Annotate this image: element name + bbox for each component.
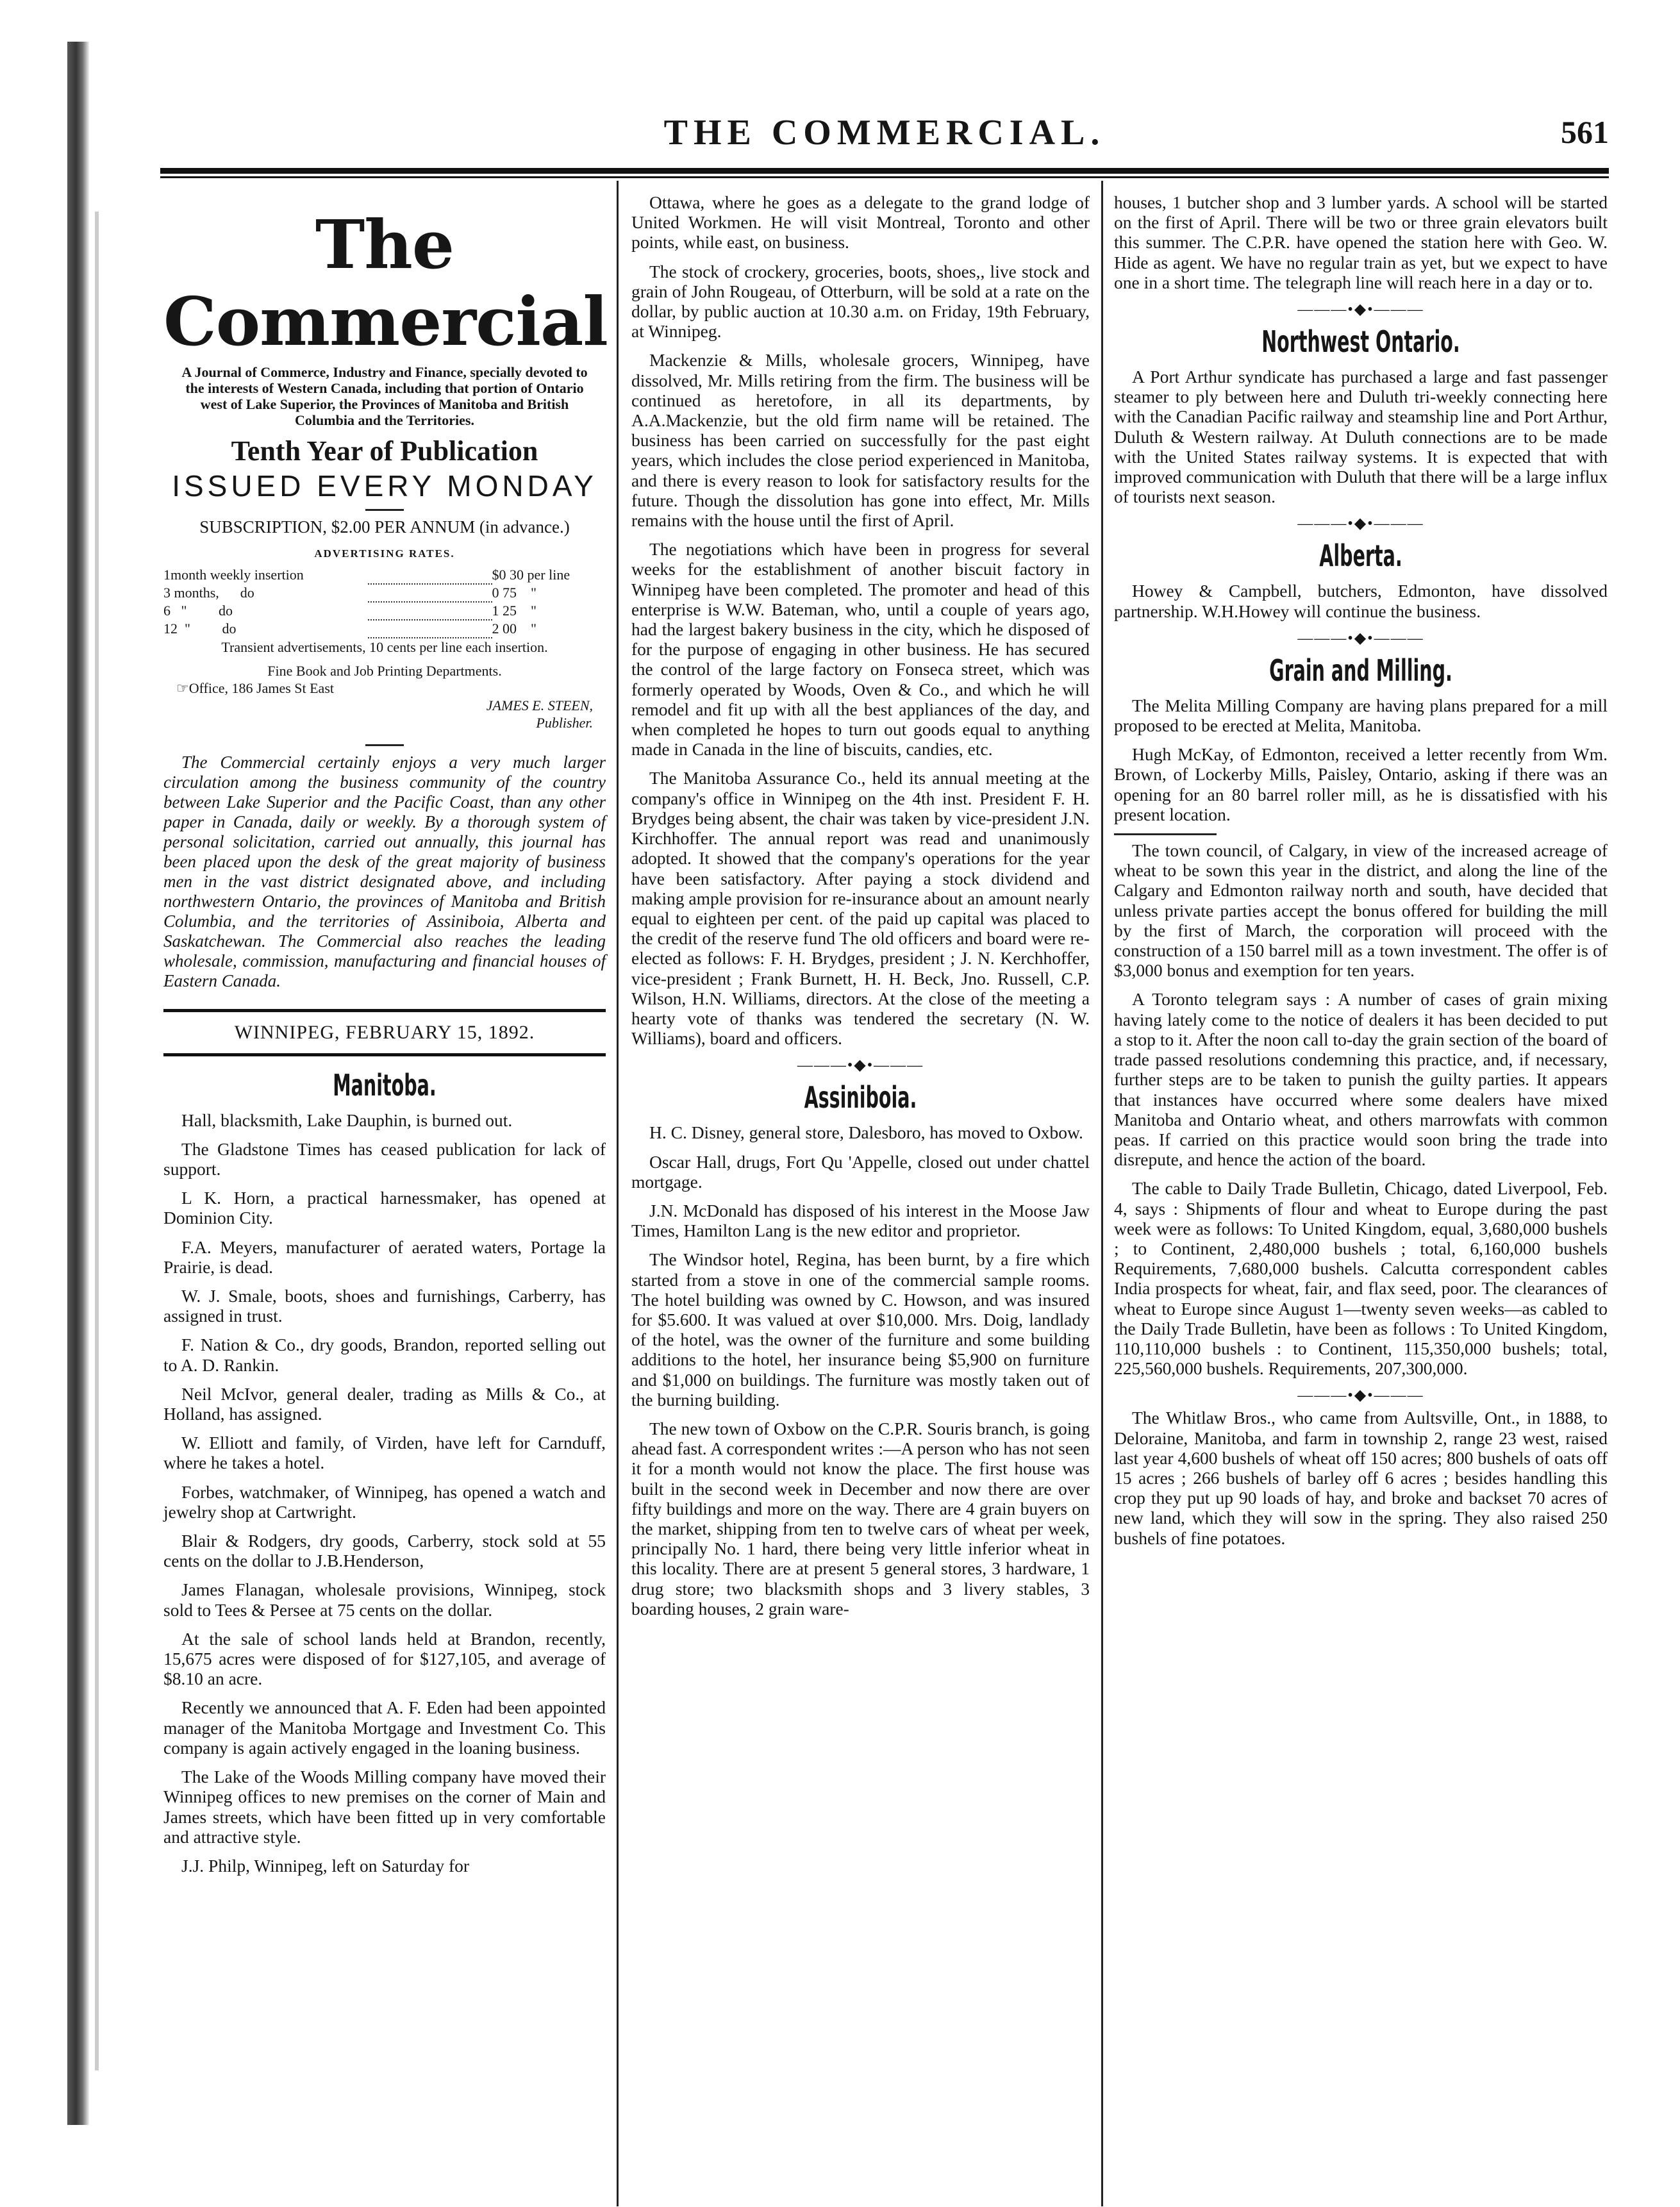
rates-table	[163, 566, 606, 638]
news-item: W. Elliott and family, of Virden, have left for Carnduff, where he takes a hotel.	[163, 1433, 606, 1473]
section-ornament: ———•◆•———	[1297, 629, 1424, 647]
column-divider-1	[617, 181, 619, 2206]
news-item: A Toronto telegram says : A number of cases of grain mixing having lately come to the notice of dealers it has been decided to put a stop to it. After the noon call to-day the grain section of the board of trade passed resolutions condemning this practice, and, if necessary, further steps are to be taken to punish the guilty parties. It appears that instances have occurred where some dealers have mixed Manitoba and Ontario wheat, and others marrowfats with common peas. If carried on this practice would soon bring the trade into disrepute, and hence the action of the board.	[1114, 989, 1608, 1170]
section-heading-grain-milling: Grain and Milling.	[1269, 653, 1452, 688]
news-item: The negotiations which have been in progress for several weeks for the establishment of another biscuit factory in Winnipeg have been completed. The promoter and head of this enterprise is W.W. Bateman, who, until a couple of years ago, had the largest bakery business in the city, which he disposed of for the purpose of engaging in other business. He has secured the control of the large factory on Fonseca street, which was formerly operated by Woods, Oven & Co., and which he will remodel and fit up with all the best appliances of the day, and when completed he hopes to turn out goods equal to anything made in Canada in the line of biscuits, candies, etc.	[631, 539, 1090, 760]
news-item: The stock of crockery, groceries, boots, shoes,, live stock and grain of John Rougeau, of Otterburn, will be sold at a rate on the dollar, by public auction at 10.30 a.m. on Friday, 19th February, at Winnipeg.	[631, 261, 1090, 342]
tenth-year: Tenth Year of Publication	[231, 435, 538, 467]
news-item: The Gladstone Times has ceased publication for lack of support.	[163, 1138, 606, 1179]
news-item: The Whitlaw Bros., who came from Aultsville, Ont., in 1888, to Deloraine, Manitoba, and farm in township 2, range 23 west, raised last year 4,600 bushels of wheat off 150 acres; 800 bushels of oats off 15 acres ; 266 bushels of barley off 6 acres ; besides handling this crop they put up 90 loads of hay, and broke and backset 70 acres of new land, which they will sow in the spring. They also raised 250 bushels of fine potatoes.	[1114, 1408, 1608, 1548]
masthead-subtitle: A Journal of Commerce, Industry and Finance, specially devoted to the interests of Western Canada, including that portion of Ontario west of Lake Superior, the Provinces of Manitoba and British Columbia and the Territories.	[181, 364, 588, 428]
rate-row: 12 " do 2 00 "	[163, 620, 536, 637]
header-rule-thin	[160, 176, 1609, 178]
news-item: Neil McIvor, general dealer, trading as Mills & Co., at Holland, has assigned.	[163, 1383, 606, 1424]
section-heading-assiniboia: Assiniboia.	[804, 1080, 917, 1115]
office-address: ☞Office, 186 James St East	[176, 680, 334, 697]
page-number: 561	[1561, 114, 1609, 150]
section-ornament: ———•◆•———	[797, 1057, 924, 1074]
rate-row: 1month weekly insertion $0 30 per line	[163, 567, 570, 583]
news-item: The Melita Milling Company are having plans prepared for a mill proposed to be erected at Melita, Manitoba.	[1114, 695, 1608, 736]
running-title: THE COMMERCIAL.	[663, 113, 1106, 153]
news-item: Blair & Rodgers, dry goods, Carberry, stock sold at 55 cents on the dollar to J.B.Henderson,	[163, 1531, 606, 1571]
news-item: At the sale of school lands held at Brandon, recently, 15,675 acres were disposed of for $127,105, and average of $8.10 an acre.	[163, 1628, 606, 1689]
running-head	[160, 112, 1609, 157]
publisher-title: Publisher.	[536, 715, 593, 731]
news-item: The new town of Oxbow on the C.P.R. Souris branch, is going ahead fast. A correspondent writes :—A person who has not seen it for a month would not know the place. The first house was built in the second week in December and now there are over fifty buildings and more on the way. There are 4 grain buyers on the market, shipping from ten to twelve cars of wheat per week, principally No. 1 hard, there being very little inferior wheat in this locality. There are at present 5 general stores, 3 hardware, 1 drug store; two blacksmith shops and 3 livery stables, 3 boarding houses, 2 grain ware-	[631, 1418, 1090, 1619]
news-item: F. Nation & Co., dry goods, Brandon, reported selling out to A. D. Rankin.	[163, 1335, 606, 1375]
publisher-name: JAMES E. STEEN,	[486, 697, 593, 714]
news-item: Oscar Hall, drugs, Fort Qu 'Appelle, closed out under chattel mortgage.	[631, 1151, 1090, 1192]
section-heading-alberta: Alberta.	[1319, 538, 1402, 574]
news-item: Hall, blacksmith, Lake Dauphin, is burned out.	[181, 1110, 513, 1130]
transient-ads: Transient advertisements, 10 cents per line each insertion.	[221, 639, 548, 656]
section-heading-northwest-ontario: Northwest Ontario.	[1261, 324, 1460, 360]
section-heading-manitoba: Manitoba.	[333, 1067, 437, 1103]
news-item: F.A. Meyers, manufacturer of aerated waters, Portage la Prairie, is dead.	[163, 1237, 606, 1277]
issued-every-monday: ISSUED EVERY MONDAY	[172, 469, 597, 503]
section-ornament: ———•◆•———	[1297, 515, 1424, 533]
news-item: houses, 1 butcher shop and 3 lumber yards. A school will be started on the first of April. There will be two or three grain elevators built this summer. The C.P.R. have opened the station here with Geo. W. Hide as agent. We have no regular train as yet, but we expect to have one in a short time. The telegraph line will reach here in a day or to.	[1114, 192, 1608, 292]
item-rule	[1114, 833, 1217, 835]
news-item: Mackenzie & Mills, wholesale grocers, Winnipeg, have dissolved, Mr. Mills retiring from the firm. The business will be continued as heretofore, in all its departments, by A.A.Mackenzie, but the old firm name will be retained. The business has been carried on successfully for the past eight years, which includes the close period experienced in Manitoba, and there is every reason to look for satisfactory results for the future. Though the dissolution has gone into effect, Mr. Mills remains with the house until the first of April.	[631, 350, 1090, 531]
binding-edge	[67, 42, 89, 2125]
section-ornament: ———•◆•———	[1297, 1387, 1424, 1404]
news-item: J.J. Philp, Winnipeg, left on Saturday for	[181, 1855, 470, 1876]
news-item: Forbes, watchmaker, of Winnipeg, has opened a watch and jewelry shop at Cartwright.	[163, 1481, 606, 1522]
news-item: The Manitoba Assurance Co., held its annual meeting at the company's office in Winnipeg on the 4th inst. President F. H. Brydges being absent, the chair was taken by vice-president J.N. Kirchhoffer. The annual report was read and unanimously adopted. It showed that the company's operations for the year have been satisfactory. After paying a stock dividend and making ample provision for re-insurance about an amount nearly equal to eighteen per cent. of the paid up capital was placed to the credit of the reserve fund The old officers and board were re-elected as follows: F. H. Brydges, president ; J. N. Kerchhoffer, vice-president ; Frank Burnett, H. H. Beck, Jno. Russell, C.P. Wilson, H.N. Williams, directors. At the close of the meeting a hearty vote of thanks was tendered the secretary (N. W. Williams), board and officers.	[631, 768, 1090, 1049]
news-item: Ottawa, where he goes as a delegate to the grand lodge of United Workmen. He will visit Montreal, Toronto and other points, while east, on business.	[631, 192, 1090, 253]
news-item: H. C. Disney, general store, Dalesboro, has moved to Oxbow.	[649, 1122, 1083, 1143]
news-item: The cable to Daily Trade Bulletin, Chicago, dated Liverpool, Feb. 4, says : Shipments of flour and wheat to Europe during the past week were as follows: To United Kingdom, equal, 3,680,000 bushels ; to Continent, 2,480,000 bushels ; total, 6,160,000 bushels Requirements, 7,680,000 bushels. Calcutta correspondent cables India prospects for wheat, fair, and flax seed, poor. The clearances of wheat to Europe since August 1—twenty seven weeks—as cabled to the Daily Trade Bulletin, have been as follows : To United Kingdom, 110,110,000 bushels : to Continent, 115,350,000 bushels; total, 225,560,000 bushels. Requirements, 207,300,000.	[1114, 1178, 1608, 1379]
column-divider-2	[1101, 181, 1103, 2206]
news-item: Recently we announced that A. F. Eden had been appointed manager of the Manitoba Mortgage and Investment Co. This company is again actively engaged in the loaning business.	[163, 1697, 606, 1758]
masthead-title: The Commercial	[163, 205, 608, 361]
news-item: Howey & Campbell, butchers, Edmonton, have dissolved partnership. W.H.Howey will continue the business.	[1114, 581, 1608, 621]
dateline: WINNIPEG, FEBRUARY 15, 1892.	[163, 1009, 606, 1056]
news-item: J.N. McDonald has disposed of his interest in the Moose Jaw Times, Hamilton Lang is the new editor and proprietor.	[631, 1200, 1090, 1241]
short-rule	[365, 744, 404, 746]
section-ornament: ———•◆•———	[1297, 301, 1424, 319]
rate-row: 3 months, do 0 75 "	[163, 585, 536, 601]
circulation-notice: The Commercial certainly enjoys a very much larger circulation among the business community of the country between Lake Superior and the Pacific Coast, than any other paper in Canada, daily or weekly. By a thorough system of personal solicitation, carried out annually, this journal has been placed upon the desk of the great majority of business men in the vast district designated above, and including northwestern Ontario, the provinces of Manitoba and British Columbia, and the territories of Assiniboia, Alberta and Saskatchewan. The Commercial also reaches the leading wholesale, commission, manufacturing and financial houses of Eastern Canada.	[163, 753, 606, 991]
news-item: W. J. Smale, boots, shoes and furnishings, Carberry, has assigned in trust.	[163, 1286, 606, 1326]
header-rule	[160, 168, 1609, 174]
news-item: James Flanagan, wholesale provisions, Winnipeg, stock sold to Tees & Persee at 75 cents on the dollar.	[163, 1579, 606, 1620]
news-item: The town council, of Calgary, in view of the increased acreage of wheat to be sown this year in the district, and along the line of the Calgary and Edmonton railway north and south, have decided that unless private parties accept the bonus offered for building the mill by the first of March, the corporation will proceed with the construction of a 150 barrel mill as a town investment. The offer is of $3,000 bonus and exemption for ten years.	[1114, 840, 1608, 981]
news-item: The Lake of the Woods Milling company have moved their Winnipeg offices to new premises on the corner of Main and James streets, which have been fitted up in very comfortable and attractive style.	[163, 1767, 606, 1847]
news-item: A Port Arthur syndicate has purchased a large and fast passenger steamer to ply between here and Duluth tri-weekly connecting here with the Canadian Pacific railway and steamship line and Port Arthur, Duluth & Western railway. At Duluth connections are to be made with the United States railway systems. It is expected that with improved communication with Duluth that there will be a large influx of tourists next season.	[1114, 367, 1608, 507]
column-2	[631, 192, 1090, 1628]
advertising-rates-title: ADVERTISING RATES.	[314, 547, 455, 560]
news-item: L K. Horn, a practical harnessmaker, has opened at Dominion City.	[163, 1188, 606, 1228]
news-item: Hugh McKay, of Edmonton, received a letter recently from Wm. Brown, of Lockerby Mills, Paisley, Ontario, asking if there was an opening for an 80 barrel roller mill, as he is dissatisfied with his present location.	[1114, 744, 1608, 824]
rate-row: 6 " do 1 25 "	[163, 603, 536, 619]
printing-dept: Fine Book and Job Printing Departments.	[267, 663, 502, 679]
news-item: The Windsor hotel, Regina, has been burnt, by a fire which started from a stove in one of the commercial sample rooms. The hotel building was owned by C. Howson, and was insured for $5.600. It was valued at over $10,000. Mrs. Doig, landlady of the hotel, was the owner of the furniture and some building additions to the hotel, her insurance being $5,900 on furniture and $1,000 on buildings. The furniture was mostly taken out of the burning building.	[631, 1249, 1090, 1410]
short-rule	[365, 509, 404, 511]
column-1	[163, 192, 606, 1885]
column-3	[1114, 192, 1608, 1557]
subscription: SUBSCRIPTION, $2.00 PER ANNUM (in advance.)	[199, 517, 570, 537]
binding-shadow	[95, 212, 99, 2070]
